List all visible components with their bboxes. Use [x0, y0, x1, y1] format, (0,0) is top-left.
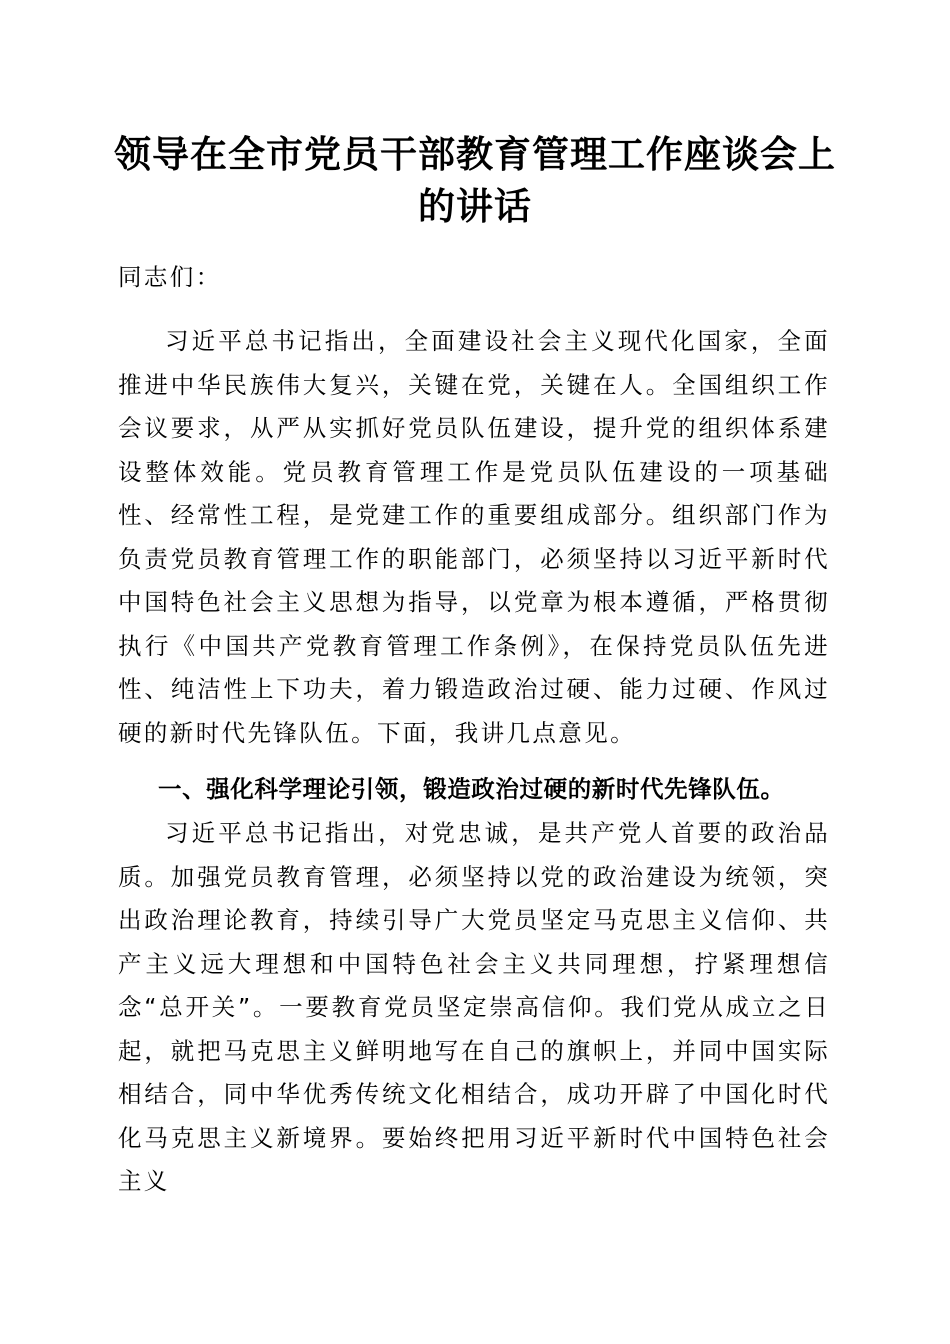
paragraph-intro: 习近平总书记指出，全面建设社会主义现代化国家，全面推进中华民族伟大复兴，关键在党，关键在人。全国组织工作会议要求，从严从实抓好党员队伍建设，提升党的组织体系建设整体效能。党员教育管理工作是党员队伍建设的一项基础性、经常性工程，是党建工作的重要组成部分。组织部门作为负责党员教育管理工作的职能部门，必须坚持以习近平新时代中国特色社会主义思想为指导，以党章为根本遵循，严格贯彻执行《中国共产党教育管理工作条例》，在保持党员队伍先进性、纯洁性上下功夫，着力锻造政治过硬、能力过硬、作风过硬的新时代先锋队伍。下面，我讲几点意见。	[118, 327, 830, 747]
salutation: 同志们：	[118, 263, 222, 291]
paragraph-section-1: 习近平总书记指出，对党忠诚，是共产党人首要的政治品质。加强党员教育管理，必须坚持以党的政治建设为统领，突出政治理论教育，持续引导广大党员坚定马克思主义信仰、共产主义远大理想和中国特色社会主义共同理想，拧紧理想信念“总开关”。一要教育党员坚定崇高信仰。我们党从成立之日起，就把马克思主义鲜明地写在自己的旗帜上，并同中国实际相结合，同中华优秀传统文化相结合，成功开辟了中国化时代化马克思主义新境界。要始终把用习近平新时代中国特色社会主义	[118, 819, 830, 1195]
document-title: 领导在全市党员干部教育管理工作座谈会上的讲话	[114, 132, 836, 228]
section-heading-1: 一、强化科学理论引领，锻造政治过硬的新时代先锋队伍。	[158, 775, 785, 803]
